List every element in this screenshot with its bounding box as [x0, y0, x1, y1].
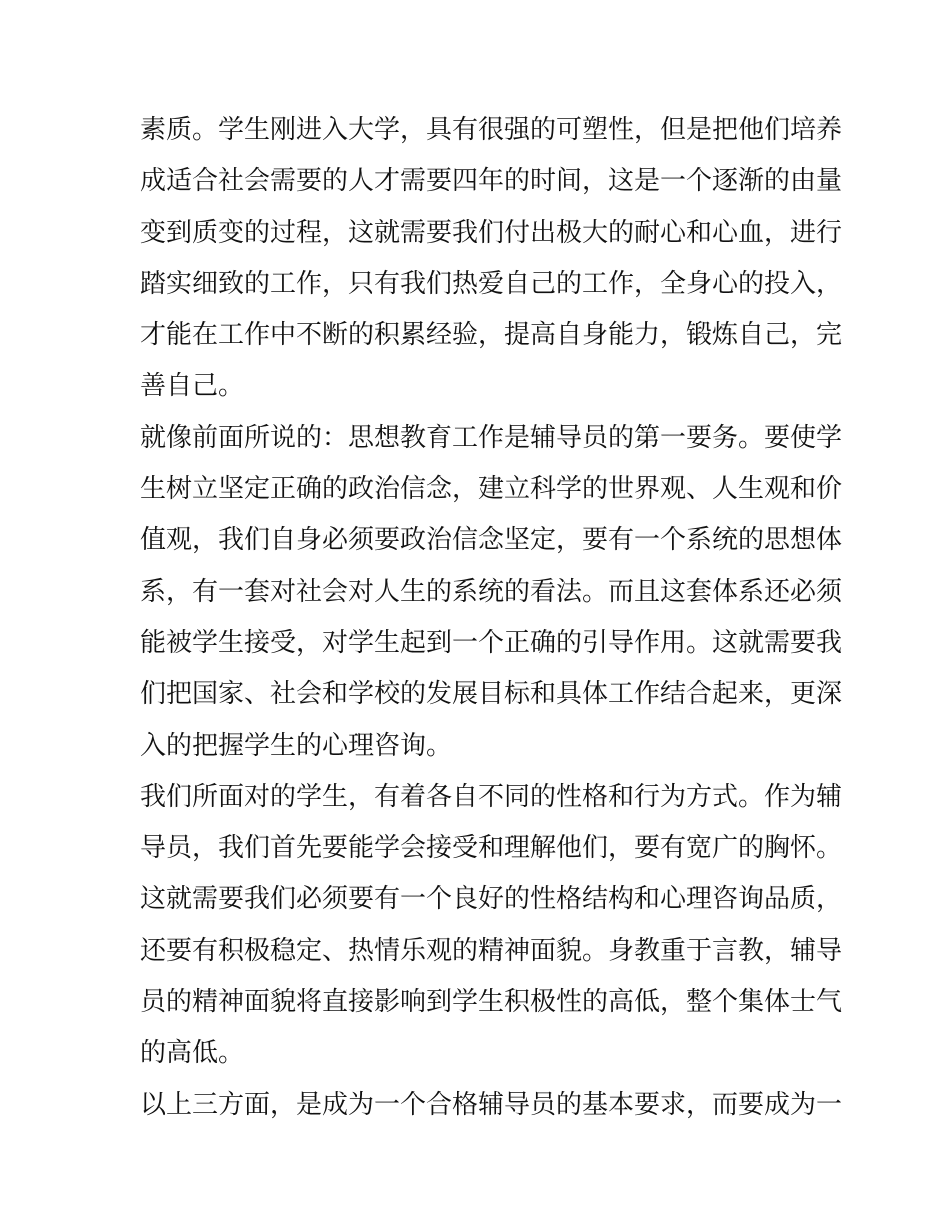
text-line: 以上三方面，是成为一个合格辅导员的基本要求，而要成为一 — [140, 1089, 843, 1120]
text-line: 员的精神面貌将直接影响到学生积极性的高低，整个集体士气 — [140, 987, 843, 1018]
text-line: 我们所面对的学生，有着各自不同的性格和行为方式。作为辅 — [140, 781, 843, 812]
text-line: 成适合社会需要的人才需要四年的时间，这是一个逐渐的由量 — [140, 166, 843, 197]
text-line: 善自己。 — [140, 371, 245, 402]
text-line: 的高低。 — [140, 1038, 245, 1069]
text-line: 踏实细致的工作，只有我们热爱自己的工作，全身心的投入， — [140, 268, 843, 299]
text-line: 生树立坚定正确的政治信念，建立科学的世界观、人生观和价 — [140, 474, 843, 505]
paragraph-4 — [140, 1080, 843, 1131]
text-line: 能被学生接受，对学生起到一个正确的引导作用。这就需要我 — [140, 627, 843, 658]
text-line: 就像前面所说的：思想教育工作是辅导员的第一要务。要使学 — [140, 422, 843, 453]
text-line: 入的把握学生的心理咨询。 — [140, 730, 453, 761]
text-line: 才能在工作中不断的积累经验，提高自身能力，锻炼自己，完 — [140, 320, 843, 351]
text-line: 导员，我们首先要能学会接受和理解他们，要有宽广的胸怀。 — [140, 833, 843, 864]
text-line: 还要有积极稳定、热情乐观的精神面貌。身教重于言教，辅导 — [140, 935, 843, 966]
text-line: 素质。学生刚进入大学，具有很强的可塑性，但是把他们培养 — [140, 115, 843, 145]
text-line: 变到质变的过程，这就需要我们付出极大的耐心和心血，进行 — [140, 217, 843, 248]
text-line: 这就需要我们必须要有一个良好的性格结构和心理咨询品质， — [140, 884, 843, 915]
paragraph-2 — [140, 413, 843, 772]
text-line: 们把国家、社会和学校的发展目标和具体工作结合起来，更深 — [140, 679, 843, 710]
paragraph-3 — [140, 772, 843, 1080]
document-body — [140, 105, 843, 1131]
paragraph-1 — [140, 105, 843, 413]
text-line: 系，有一套对社会对人生的系统的看法。而且这套体系还必须 — [140, 576, 843, 607]
text-line: 值观，我们自身必须要政治信念坚定，要有一个系统的思想体 — [140, 525, 843, 556]
